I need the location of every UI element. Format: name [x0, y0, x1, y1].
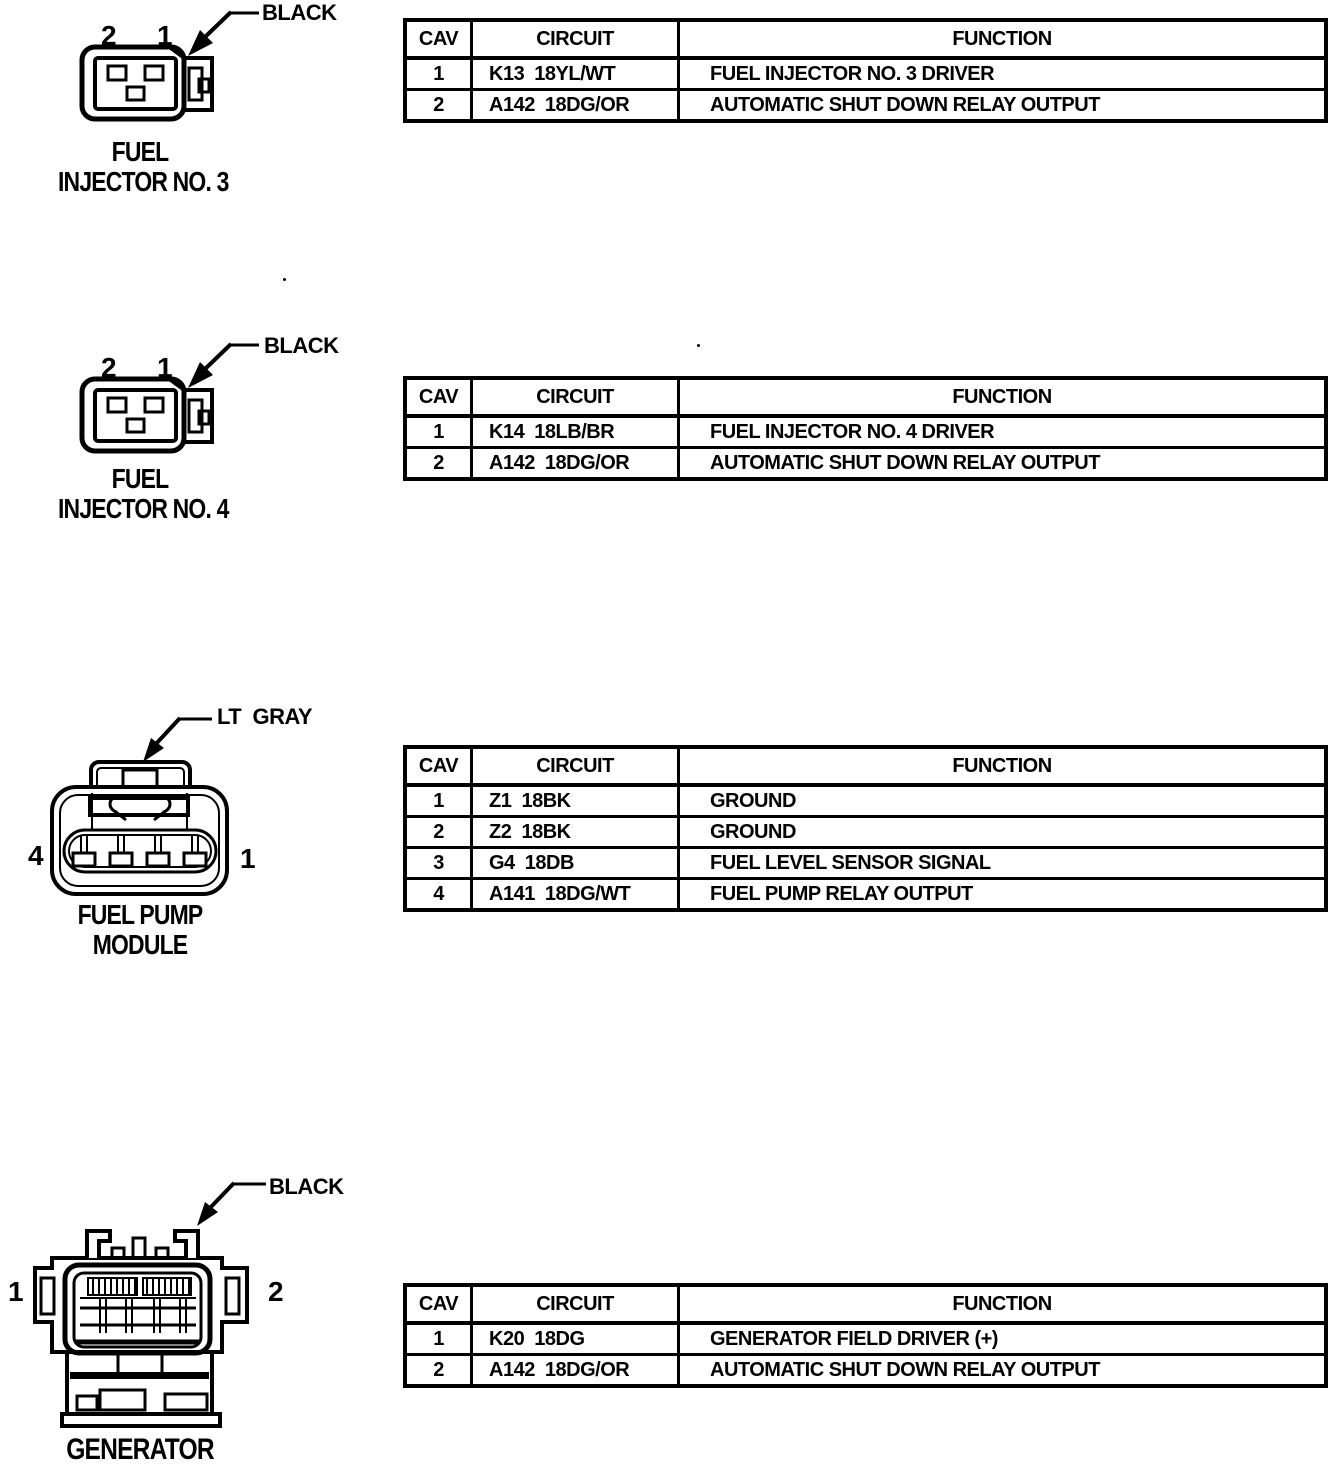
table-row: [407, 787, 1324, 815]
connector-caption: [40, 900, 240, 960]
pin-number-label: 2: [268, 1276, 283, 1307]
lock-tab: [175, 1231, 198, 1258]
circuit-cell: A141 18DG/WT: [473, 880, 680, 908]
caption-line: FUEL: [111, 136, 169, 167]
col-header-cav: CAV: [407, 749, 473, 783]
table-header-row: [407, 1287, 1324, 1325]
pin-number-label: 1: [8, 1276, 23, 1307]
table-row: [407, 60, 1324, 88]
table-row: [407, 877, 1324, 908]
table-row: [407, 446, 1324, 477]
circuit-cell: K13 18YL/WT: [473, 60, 680, 88]
pin-number-label: 1: [240, 843, 255, 874]
pinout-table: [403, 1283, 1328, 1388]
arrow-shaft: [204, 12, 231, 38]
cav-cell: 2: [407, 1356, 473, 1384]
arrow-shaft: [209, 1183, 234, 1209]
pin-number-label: 1: [157, 20, 172, 51]
function-cell: GENERATOR FIELD DRIVER (+): [710, 1327, 998, 1350]
circuit-cell: G4 18DB: [473, 849, 680, 877]
function-cell: FUEL LEVEL SENSOR SIGNAL: [710, 851, 991, 874]
col-header-cav: CAV: [407, 380, 473, 414]
col-header-circuit: CIRCUIT: [473, 749, 680, 783]
arrow-shaft: [155, 718, 180, 745]
cav-cell: 2: [407, 91, 473, 119]
col-header-function: FUNCTION: [952, 754, 1052, 777]
arrow-shaft: [204, 344, 231, 370]
col-header-cav: CAV: [407, 22, 473, 56]
lock-tab: [87, 1231, 110, 1258]
scan-speck: [697, 344, 700, 347]
caption-line: GENERATOR: [66, 1433, 214, 1466]
connector-color-label: BLACK: [269, 1174, 344, 1199]
function-cell: AUTOMATIC SHUT DOWN RELAY OUTPUT: [710, 93, 1100, 116]
pin-number-label: 2: [101, 352, 116, 383]
pinout-table: [403, 18, 1328, 123]
function-cell: AUTOMATIC SHUT DOWN RELAY OUTPUT: [710, 451, 1100, 474]
connector-base: [62, 1414, 220, 1426]
function-cell: FUEL INJECTOR NO. 3 DRIVER: [710, 62, 995, 85]
connector-color-label: BLACK: [264, 333, 339, 358]
pinout-table: [403, 745, 1328, 912]
circuit-cell: A142 18DG/OR: [473, 91, 680, 119]
circuit-cell: K20 18DG: [473, 1325, 680, 1353]
cav-cell: 1: [407, 1325, 473, 1353]
cav-cell: 2: [407, 449, 473, 477]
cav-cell: 4: [407, 880, 473, 908]
table-header-row: [407, 380, 1324, 418]
connector-color-label: BLACK: [262, 0, 337, 25]
connector-caption: [40, 137, 240, 197]
function-cell: GROUND: [710, 820, 796, 843]
col-header-circuit: CIRCUIT: [473, 22, 680, 56]
cav-cell: 1: [407, 60, 473, 88]
caption-line: INJECTOR NO. 3: [58, 166, 229, 197]
circuit-cell: Z1 18BK: [473, 787, 680, 815]
col-header-function: FUNCTION: [952, 385, 1052, 408]
col-header-circuit: CIRCUIT: [473, 1287, 680, 1321]
col-header-cav: CAV: [407, 1287, 473, 1321]
pinout-table: [403, 376, 1328, 481]
circuit-cell: A142 18DG/OR: [473, 1356, 680, 1384]
col-header-function: FUNCTION: [952, 27, 1052, 50]
table-row: [407, 1325, 1324, 1353]
table-row: [407, 846, 1324, 877]
table-header-row: [407, 749, 1324, 787]
cav-cell: 1: [407, 787, 473, 815]
scan-speck: [283, 278, 286, 281]
table-row: [407, 418, 1324, 446]
connector-color-label: LT GRAY: [217, 704, 313, 729]
pin-number-label: 4: [28, 840, 43, 871]
pin-number-label: 1: [157, 352, 172, 383]
col-header-function: FUNCTION: [952, 1292, 1052, 1315]
cav-cell: 2: [407, 818, 473, 846]
caption-line: MODULE: [92, 929, 188, 960]
function-cell: FUEL PUMP RELAY OUTPUT: [710, 882, 973, 905]
connector-caption: [40, 1435, 240, 1465]
pin-number-label: 2: [101, 20, 116, 51]
caption-line: FUEL PUMP: [77, 899, 203, 930]
connector-lower-body: [67, 1352, 212, 1414]
generator-connector-diagram: [0, 1170, 360, 1468]
connector-caption: [40, 464, 240, 524]
table-row: [407, 815, 1324, 846]
cav-cell: 1: [407, 418, 473, 446]
connector-body: [52, 787, 227, 894]
circuit-cell: Z2 18BK: [473, 818, 680, 846]
function-cell: AUTOMATIC SHUT DOWN RELAY OUTPUT: [710, 1358, 1100, 1381]
table-row: [407, 88, 1324, 119]
circuit-cell: K14 18LB/BR: [473, 418, 680, 446]
caption-line: FUEL: [111, 463, 169, 494]
caption-line: INJECTOR NO. 4: [58, 493, 229, 524]
table-header-row: [407, 22, 1324, 60]
cav-cell: 3: [407, 849, 473, 877]
function-cell: GROUND: [710, 789, 796, 812]
circuit-cell: A142 18DG/OR: [473, 449, 680, 477]
table-row: [407, 1353, 1324, 1384]
function-cell: FUEL INJECTOR NO. 4 DRIVER: [710, 420, 995, 443]
col-header-circuit: CIRCUIT: [473, 380, 680, 414]
